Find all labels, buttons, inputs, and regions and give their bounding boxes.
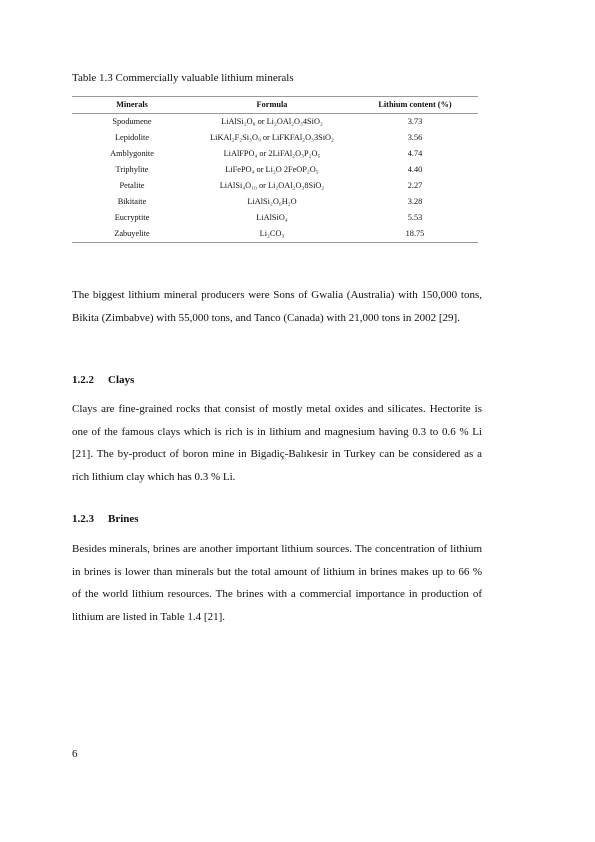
formula-cell: LiKAl₂F₂Si₃O₉ or LiFKFAl₂O₃3SiO₂ xyxy=(210,133,334,142)
lithium-content-cell: 2.27 xyxy=(407,181,423,190)
mineral-name-cell: Bikitaite xyxy=(117,197,147,206)
formula-cell: LiAlSi₂O₆ or Li₂OAl₂O₃4SiO₂ xyxy=(221,117,323,126)
section-number: 1.2.3 xyxy=(72,513,94,525)
table-row xyxy=(72,162,478,178)
clays-paragraph: Clays are fine-grained rocks that consist of mostly metal oxides and silicates. Hectorite is one of the famous clays which is rich is in lithium and magnesium having 0.3 to 0.6 % Li [21]. The by-product of boron mine in Bigadiç-Balıkesir in Turkey can be considered as a rich lithium clay which has 0.3 % Li. xyxy=(72,403,482,483)
section-title: Clays xyxy=(108,374,135,386)
mineral-name-cell: Eucryptite xyxy=(114,213,150,222)
formula-cell: LiAlSi₄O₁₀ or Li₂OAl₂O₃8SiO₂ xyxy=(219,181,325,190)
table-row xyxy=(72,210,478,226)
formula-cell: LiFePO₄ or Li₂O 2FeOP₂O₅ xyxy=(225,165,319,174)
producers-paragraph: The biggest lithium mineral producers were Sons of Gwalia (Australia) with 150,000 tons, Bikita (Zimbabve) with 55,000 tons, and Tanco (Canada) with 21,000 tons in 2002 [29]. xyxy=(72,289,482,324)
table-row xyxy=(72,146,478,162)
lithium-content-cell: 18.75 xyxy=(352,226,478,243)
mineral-name-cell: Spodumene xyxy=(112,117,152,126)
page-number: 6 xyxy=(72,748,78,760)
lithium-content-cell: 5.53 xyxy=(407,213,423,222)
table-header-row xyxy=(72,97,478,114)
section-heading-brines xyxy=(72,512,139,526)
formula-cell: LiAlSiO₄ xyxy=(256,213,288,222)
brines-paragraph: Besides minerals, brines are another important lithium sources. The concentration of lithium in brines is lower than minerals but the total amount of lithium in brines makes up to 66 % of the world lithium resources. The brines with a commercial importance in production of lithium are listed in Table 1.4 [21]. xyxy=(72,543,482,623)
section-heading-clays xyxy=(72,373,134,387)
table-row xyxy=(72,194,478,210)
formula-cell: Li₂CO₃ xyxy=(192,226,352,243)
column-header-minerals: Minerals xyxy=(72,97,192,114)
minerals-table xyxy=(72,96,478,243)
mineral-name-cell: Petalite xyxy=(119,181,145,190)
formula-cell: LiAlSi₂O₆H₂O xyxy=(247,197,297,206)
table-caption: Table 1.3 Commercially valuable lithium minerals xyxy=(72,72,294,84)
lithium-content-cell: 3.73 xyxy=(407,117,423,126)
lithium-content-cell: 3.28 xyxy=(407,197,423,206)
table-row xyxy=(72,114,478,131)
mineral-name-cell: Zabuyelite xyxy=(72,226,192,243)
table-row xyxy=(72,178,478,194)
lithium-content-cell: 3.56 xyxy=(407,133,423,142)
table-row xyxy=(72,130,478,146)
lithium-content-cell: 4.74 xyxy=(407,149,423,158)
section-title: Brines xyxy=(108,513,139,525)
mineral-name-cell: Amblygonite xyxy=(110,149,154,158)
mineral-name-cell: Triphylite xyxy=(115,165,149,174)
column-header-lithium-content: Lithium content (%) xyxy=(352,97,478,114)
column-header-formula: Formula xyxy=(192,97,352,114)
lithium-content-cell: 4.40 xyxy=(407,165,423,174)
section-number: 1.2.2 xyxy=(72,374,94,386)
formula-cell: LiAlFPO₄ or 2LiFAl₂O₃P₂O₅ xyxy=(223,149,321,158)
table-row xyxy=(72,226,478,243)
mineral-name-cell: Lepidolite xyxy=(114,133,150,142)
